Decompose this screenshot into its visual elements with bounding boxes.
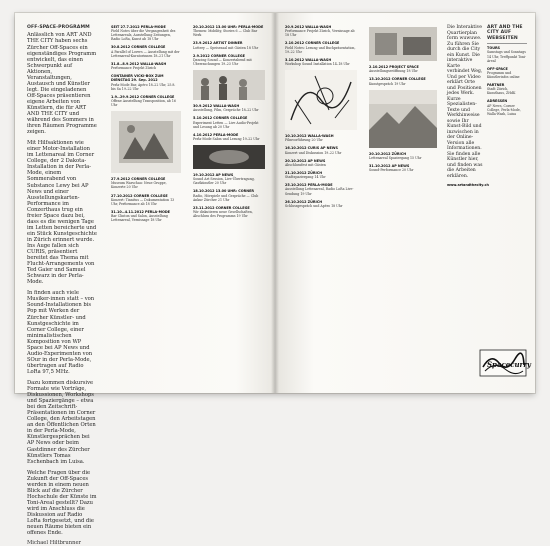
info-entry-heading: PARTNER <box>487 83 505 88</box>
event-entry <box>285 41 357 53</box>
event-heading: 5.10.2012 CORNER COLLEGE <box>193 116 248 121</box>
event-entry <box>193 173 265 185</box>
event-body: Museum Warschau: Neue Gruppe, Konzerte 20 Uhr <box>111 181 167 190</box>
info-column <box>487 25 527 120</box>
divider <box>487 43 527 44</box>
event-entry <box>193 206 265 218</box>
schedule-column-2 <box>193 25 265 222</box>
event-entry <box>111 74 181 91</box>
photo-print-sketch <box>111 111 181 173</box>
info-entry <box>487 99 527 115</box>
event-body: Radio, Hörspiele und Gespräche — Club Ankur Zürcher 21 Uhr <box>193 193 259 202</box>
event-entry <box>111 95 181 107</box>
event-entry <box>193 104 265 112</box>
magazine-spread <box>15 13 535 546</box>
event-body: Performance Projekt Zürich, Vernissage ab 18 Uhr <box>285 29 355 38</box>
event-entry <box>285 159 357 167</box>
event-body: Konzert: Tinnitus — Dokumentation 13 Uhr, Performance ab 18 Uhr <box>111 197 175 206</box>
map-intro-text: Die Interaktive Quartierplan form wuwuwe. Zu führen Sie durch die City ein Kunst. Die interaktive Karte verbindet Weg, Und per Video erklärt Orte und Positionen jedes Werk. Kurze Spezialisten-Texte und Werkhinweise sowie Ihr Kunst-Bild und inzwischen in der Online-Version alle Informationen. Sie finden alle Künstler hier, und finden was die Arbeiten erklären. <box>447 25 483 179</box>
event-body: Field Notes über die Vergangenheit des Lettenareals, Ausstellung Zeitungen, Radio LoRa, Kunst ab 18 Uhr <box>111 29 176 42</box>
event-entry <box>285 171 357 179</box>
info-entry-body: Programm und Künstlerinfos online <box>487 70 520 79</box>
event-entry <box>193 54 265 66</box>
event-entry <box>111 210 181 222</box>
event-entry <box>193 133 265 141</box>
event-body: Abschlussfest mit Gästen <box>285 162 326 167</box>
event-entry <box>111 62 181 70</box>
intro-heading: OFF-SPACE-PROGRAMM <box>27 25 90 30</box>
artwork-drawing <box>285 70 357 130</box>
spacecurry-logo <box>479 349 531 377</box>
event-body: Sound Art Session, Live-Übertragung, Gastkünstler 20 Uhr <box>193 177 255 186</box>
info-entry <box>487 67 527 79</box>
event-heading: 20.9.2012 WALLA-WASH <box>285 25 332 29</box>
event-heading: 3.10.2012 WALLA-WASH <box>285 57 332 62</box>
info-entry-body: Stadt Zürich, Kunsthaus, ZHdK <box>487 87 516 96</box>
photo-performance <box>193 145 265 169</box>
event-body: Sound-Performance 20 Uhr <box>369 168 414 173</box>
event-entry <box>111 45 181 57</box>
event-heading: 20.10.2012 13.00 UHR: PERLA-MODE <box>193 25 264 29</box>
left-page <box>15 13 275 546</box>
event-heading: 31.8.–8.9.2012 WALLA-WASH <box>111 61 167 66</box>
website-link[interactable]: www.artandthecity.ch <box>447 183 489 187</box>
event-body: Kunstgespräch 19 Uhr <box>369 81 406 86</box>
event-heading: 2.10.2012 PROJECT SPACE <box>369 65 419 69</box>
photo-installation <box>369 27 437 61</box>
event-body: Perla-Mode Salon und Lesung 19–22 Uhr <box>193 136 260 141</box>
event-entry <box>111 194 181 206</box>
schedule-column-3 <box>285 25 357 212</box>
event-body: Konzert und Diskussion 19–22 Uhr <box>285 150 342 155</box>
map-intro-column <box>447 25 489 191</box>
event-body: Ausstellung Lettenareal, Radio LoRa Live-Sendung 19 Uhr <box>285 187 354 196</box>
intro-paragraph: Anlässlich von ART AND THE CITY haben sechs Zürcher Off-Spaces ein eigenständiges Programm entwickelt, das einen Schwerpunkt auf Aktionen, Veranstaltungen, Austausch und Künstler legt. Die eingeladenen Off-Spaces präsentieren eigene Arbeiten von Künstlern, die für ART AND THE CITY und während des Sommers in ihren Räumen Programme zeigen. <box>27 32 97 136</box>
info-entry-body: Samstags und Sonntags 14 Uhr, Treffpunkt Toni-Areal <box>487 50 527 63</box>
event-heading: 18.10.2012 13.00 UHR: CORNER <box>193 189 255 194</box>
event-heading: 31.10.2012 AP NEWS <box>369 163 410 168</box>
event-entry <box>285 183 357 195</box>
event-entry <box>285 58 357 66</box>
event-entry <box>193 189 265 201</box>
event-entry <box>369 65 437 73</box>
event-heading: 23.9.2012 ARTIST DINNER <box>193 41 243 46</box>
event-body: Lottery — Speisesaal mit Gästen 18 Uhr <box>193 45 259 50</box>
event-heading: 20.10.2012 AP NEWS <box>285 158 326 163</box>
event-heading: 31.10.–4.11.2012 PERLA-MODE <box>111 209 170 214</box>
info-entry-heading: OFF-SPACE <box>487 66 508 71</box>
event-heading: 27.9.2012 CORNER COLLEGE <box>111 177 166 182</box>
schedule-column-4 <box>369 25 437 176</box>
event-heading: 16.10.2012 CURIS AP NEWS <box>285 146 338 151</box>
event-entry <box>369 152 437 160</box>
event-body: Offene Ausstellung Transposition, ab 16 Uhr <box>111 98 176 108</box>
intro-text <box>27 32 97 536</box>
photo-landscape <box>369 90 437 148</box>
event-heading: 23.11.2012 CORNER COLLEGE <box>193 205 250 210</box>
intro-paragraph: Welche Fragen über die Zukunft der Off-Spaces werden in einem neuen Blick auf die Zürcher Hochschule der Künste im Toni-Areal gestellt? Dazu wird im Anschluss die Diskussion auf Radio LoRa fortgesetzt, und die neuen Räume bieten ein offenes Ende. <box>27 469 97 537</box>
logo-text: Spacecurry <box>487 360 531 369</box>
event-body: Stadtspaziergang 14 Uhr <box>285 175 326 180</box>
event-heading: 13.10.2012 CORNER COLLEGE <box>369 77 426 82</box>
info-entry <box>487 46 527 62</box>
event-heading: 21.10.2012 ZÜRICH <box>285 170 323 175</box>
event-body: Perla-Mode Bar, Apéro 18–22 Uhr, 25.8. bis Sa 19–22 Uhr <box>111 82 176 91</box>
page-gutter <box>271 13 279 393</box>
event-body: Dancing Sound — Konzertabend mit Überraschungen 19–23 Uhr <box>193 57 252 66</box>
event-heading: 20.10.2012 ZÜRICH <box>369 151 407 156</box>
event-body: Performance Projekt Zürich <box>111 66 157 71</box>
event-body: Workshop Sound Installation 14–18 Uhr <box>285 61 350 66</box>
event-heading: 19.10.2012 AP NEWS <box>193 173 234 178</box>
event-heading: 2.9.2012 CORNER COLLEGE <box>193 53 245 58</box>
info-heading: ART AND THE CITY AUF WEBSEITEN <box>487 25 523 41</box>
event-heading: 30.9.2012 WALLA-WASH <box>193 104 240 109</box>
event-entry <box>193 25 265 37</box>
event-heading: 30.8.2012 CORNER COLLEGE <box>111 45 166 50</box>
event-body: Themen: Mobility, Stories 6 — Club Bar Werk <box>193 29 258 38</box>
event-entry <box>111 25 181 41</box>
event-heading: 2.10.2012 CORNER COLLEGE <box>285 41 340 46</box>
intro-column <box>27 25 97 545</box>
event-heading: 1.9.–29.9.2012 CORNER COLLEGE <box>111 94 175 99</box>
event-entry <box>111 177 181 189</box>
event-heading: CONTAINER VICKI-BOX ZUM DIENSTAG 29. Sep. 2012 <box>111 74 164 83</box>
event-heading: 27.10.2012 CORNER COLLEGE <box>111 193 168 198</box>
photo-crowd <box>193 70 265 100</box>
event-body: Experiment Letten — Live Audio-Projekt und Lesung ab 20 Uhr <box>193 120 259 129</box>
event-body: Wir diskutieren neue Gesellschaften, Abschluss des Programms 19 Uhr <box>193 210 253 219</box>
event-body: Bar Clinton und Salon, Ausstellung Lettenareal, Vernissage 18 Uhr <box>111 214 168 223</box>
right-page <box>275 13 535 393</box>
event-entry <box>285 25 357 37</box>
event-body: Schlussgespräch und Apéro 18 Uhr <box>285 203 343 208</box>
signature: Michael Hiltbrunner <box>27 540 81 546</box>
event-body: Ausstellung, Film, Gespräche 18–22 Uhr <box>193 108 259 113</box>
event-body: Filmvorführung 20 Uhr <box>285 138 323 143</box>
event-heading: 10.10.2012 WALLA-WASH <box>285 134 334 139</box>
event-entry <box>193 41 265 49</box>
intro-paragraph: In finden auch viele Musiker-innen statt – von Sound-Installationen bis Pop mit Werken der Zürcher Künstler- und Kunstgeschichte im Corner College, einer minimalistischen Komposition von WP Space bei AP News und Audio-Experimenten von SOur in der Perla-Mode, übertragen auf Radio LoRa 97,5 MHz. <box>27 290 95 375</box>
event-entry <box>193 116 265 128</box>
info-entry-heading: ADRESSEN <box>487 99 508 104</box>
event-entry <box>285 134 357 142</box>
intro-paragraph: Mit Hilfsaktionen wie einer Motor-Installation im Lettenareal im Corner College, der 2 Dakota-Installation in der Perla-Mode, einem Sommerabend von Substance Lewy bei AP News und einer Ausstellungskarten-Performance im Conzerthaus trug ein freier Space dazu bei, dass es die wenigen Tage im Letten bereicherte und ein Stück Kunstgeschichte in Zürich erinnert wurde. Ins Auge fallen sich CURIS, präsentiert bereitet das Thema mit Flucht-Arrangements von Ted Gaier und Samuel Schwarz in der Perla-Mode. <box>27 140 97 286</box>
info-entry-heading: TOURS <box>487 46 501 51</box>
event-entry <box>285 200 357 208</box>
event-entry <box>369 77 437 85</box>
event-heading: 4.10.2012 PERLA-MODE <box>193 132 239 137</box>
event-body: Field Notes: Lesung und Buchpräsentation, 19–22 Uhr <box>285 45 356 54</box>
event-body: A Parallel of Lovers — Ausstellung mit der Lettenareal-Kuratorinnen 18–21 Uhr <box>111 49 180 58</box>
intro-paragraph: Dazu kommen diskursive Formate wie Vorträge, Diskussionen, Workshops und Spaziergänge – etwa bei den Zeitschrift-Präsentationen im Corner College, den Arbeitstagen an den Öffentlichen Orten in der Perla-Mode, Künstlergesprächen bei AP News oder beim Gastdinner des Zürcher Künstlers Tomas Eschenbach im Luisa. <box>27 379 96 465</box>
event-heading: SEIT 27.7.2012 PERLA-MODE <box>111 25 166 29</box>
event-body: Ausstellungseröffnung 18 Uhr <box>369 69 418 74</box>
info-entry <box>487 83 527 95</box>
event-heading: 25.10.2012 PERLA-MODE <box>285 183 333 188</box>
event-entry <box>285 146 357 154</box>
event-body: Lettenareal Spaziergang 15 Uhr <box>369 155 422 160</box>
info-entry-body: AP News, Corner College, Perla-Mode, Walla-Wash, Luisa <box>487 103 521 116</box>
event-entry <box>369 164 437 172</box>
event-heading: 26.10.2012 ZÜRICH <box>285 199 323 204</box>
schedule-column-1 <box>111 25 181 226</box>
